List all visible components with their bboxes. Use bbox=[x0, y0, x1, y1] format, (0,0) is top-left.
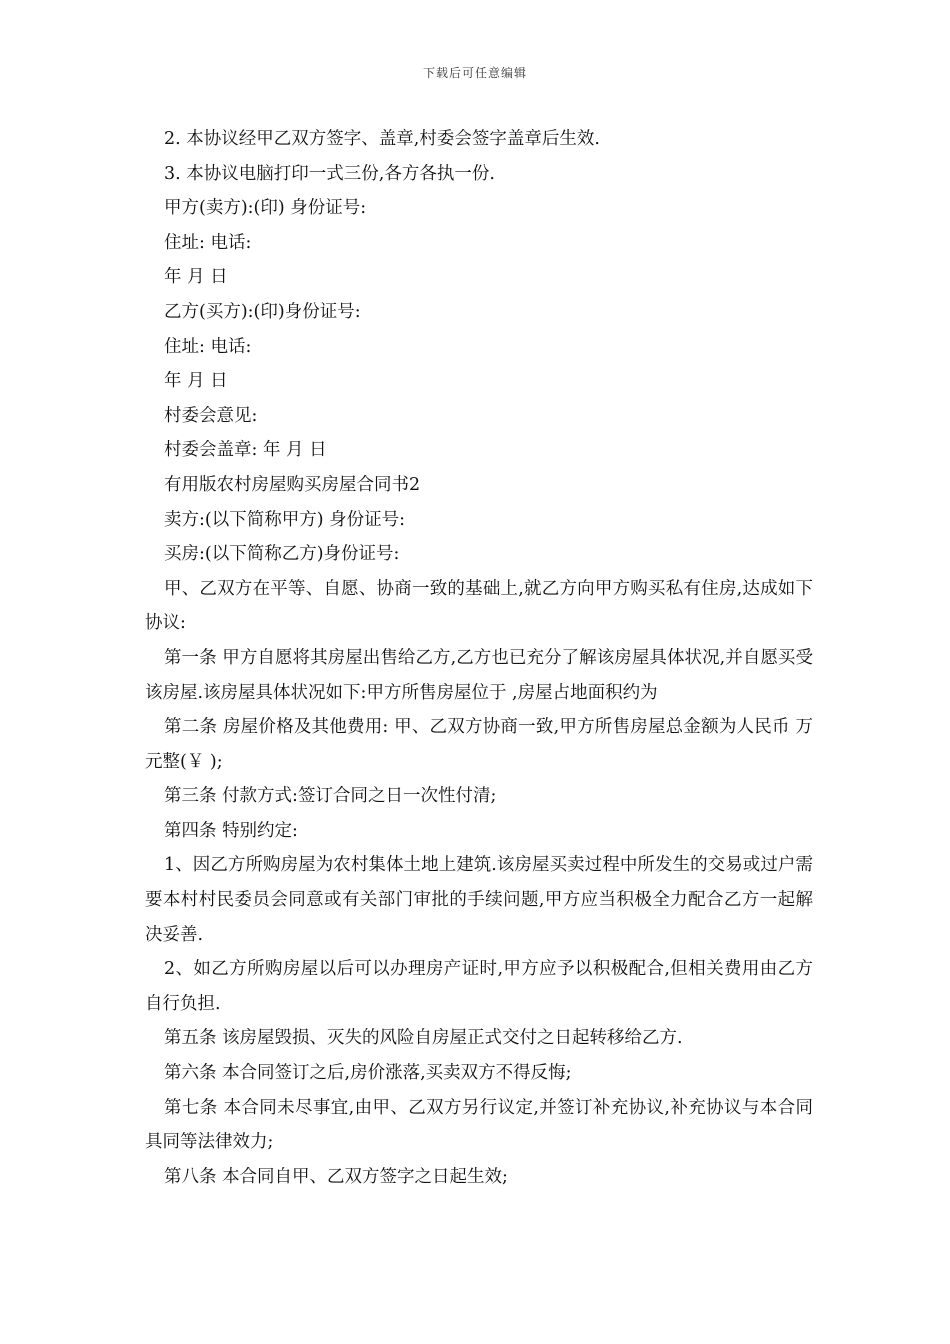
article-4: 第四条 特别约定: bbox=[164, 820, 298, 841]
party-a-address-line: 住址: 电话: bbox=[164, 232, 252, 253]
party-a-date-line: 年 月 日 bbox=[164, 267, 228, 288]
article-8: 第八条 本合同自甲、乙双方签字之日起生效; bbox=[164, 1166, 508, 1187]
party-b-address-line: 住址: 电话: bbox=[164, 336, 252, 357]
article-1: 第一条 甲方自愿将其房屋出售给乙方,乙方也已充分了解该房屋具体状况,并自愿买受该房屋.该房屋具体状况如下:甲方所售房屋位于 ,房屋占地面积约为 bbox=[145, 647, 813, 703]
contract-2-title: 有用版农村房屋购买房屋合同书2 bbox=[164, 474, 421, 495]
page-header-note: 下载后可任意编辑 bbox=[422, 66, 527, 80]
clause-2-effective: 2. 本协议经甲乙双方签字、盖章,村委会签字盖章后生效. bbox=[164, 129, 600, 149]
party-b-date-line: 年 月 日 bbox=[164, 371, 228, 392]
preamble-paragraph: 甲、乙双方在平等、自愿、协商一致的基础上,就乙方向甲方购买私有住房,达成如下协议: bbox=[145, 578, 813, 634]
document-body bbox=[145, 122, 813, 1194]
article-4-item-2: 2、如乙方所购房屋以后可以办理房产证时,甲方应予以积极配合,但相关费用由乙方自行负担. bbox=[145, 959, 813, 1014]
article-4-item-1: 1、因乙方所购房屋为农村集体土地上建筑.该房屋买卖过程中所发生的交易或过户需要本村村民委员会同意或有关部门审批的手续问题,甲方应当积极全力配合乙方一起解决妥善. bbox=[145, 855, 813, 945]
article-2: 第二条 房屋价格及其他费用: 甲、乙双方协商一致,甲方所售房屋总金额为人民币 万元整(￥ ); bbox=[145, 717, 813, 772]
committee-seal-line: 村委会盖章: 年 月 日 bbox=[164, 440, 327, 461]
article-6: 第六条 本合同签订之后,房价涨落,买卖双方不得反悔; bbox=[164, 1063, 572, 1084]
seller-line: 卖方:(以下简称甲方) 身份证号: bbox=[164, 509, 406, 530]
buyer-line: 买房:(以下简称乙方)身份证号: bbox=[164, 544, 400, 565]
article-3: 第三条 付款方式:签订合同之日一次性付清; bbox=[164, 786, 497, 807]
article-7: 第七条 本合同未尽事宜,由甲、乙双方另行议定,并签订补充协议,补充协议与本合同具同等法律效力; bbox=[145, 1097, 813, 1153]
committee-opinion-line: 村委会意见: bbox=[164, 405, 258, 426]
party-a-signature-line: 甲方(卖方):(印) 身份证号: bbox=[164, 198, 367, 219]
article-5: 第五条 该房屋毁损、灭失的风险自房屋正式交付之日起转移给乙方. bbox=[164, 1028, 683, 1049]
clause-3-copies: 3. 本协议电脑打印一式三份,各方各执一份. bbox=[164, 163, 495, 184]
party-b-signature-line: 乙方(买方):(印)身份证号: bbox=[164, 301, 361, 322]
